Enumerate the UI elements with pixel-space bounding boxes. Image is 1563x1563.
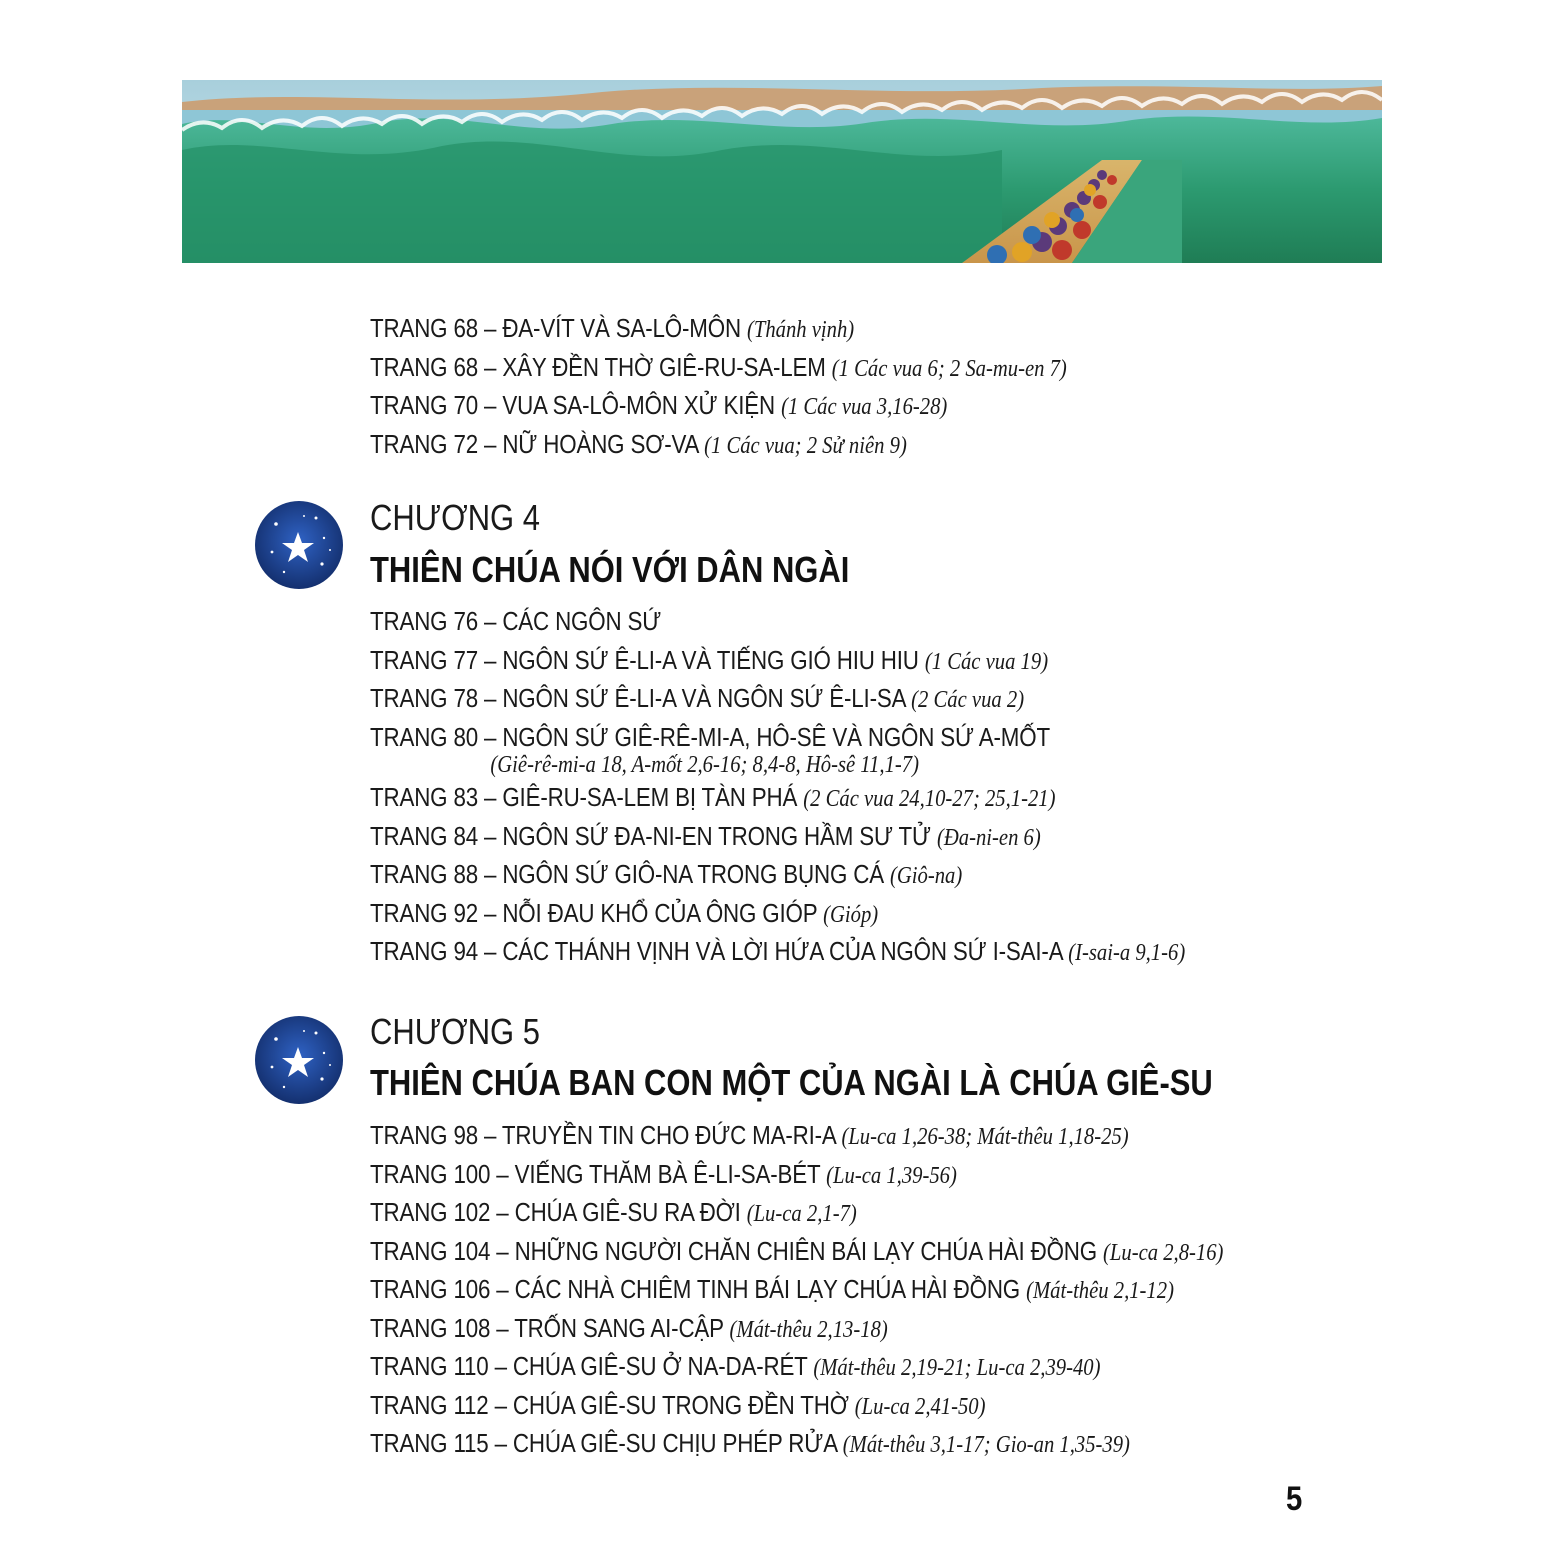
top-section-entries [370, 309, 1370, 463]
toc-entry[interactable]: TRANG 92 – NỖI ĐAU KHỔ CỦA ÔNG GIÓP (Gióp) [370, 897, 879, 928]
toc-entry[interactable]: TRANG 77 – NGÔN SỨ Ê-LI-A VÀ TIẾNG GIÓ HIU HIU (1 Các vua 19) [370, 644, 1049, 675]
red-sea-banner-image [182, 80, 1382, 263]
toc-entry[interactable]: TRANG 83 – GIÊ-RU-SA-LEM BỊ TÀN PHÁ (2 Các vua 24,10-27; 25,1-21) [370, 782, 1056, 812]
toc-entry[interactable]: TRANG 76 – CÁC NGÔN SỨ [370, 606, 662, 636]
toc-entry[interactable]: TRANG 88 – NGÔN SỨ GIÔ-NA TRONG BỤNG CÁ (Giô-na) [370, 859, 963, 889]
toc-entry[interactable]: TRANG 112 – CHÚA GIÊ-SU TRONG ĐỀN THỜ (Lu-ca 2,41-50) [370, 1389, 986, 1420]
chapter-4-label: CHƯƠNG 4 [370, 497, 540, 538]
toc-entry[interactable]: TRANG 84 – NGÔN SỨ ĐA-NI-EN TRONG HẦM SƯ TỬ (Đa-ni-en 6) [370, 820, 1041, 851]
chapter-5-label: CHƯƠNG 5 [370, 1011, 540, 1052]
toc-entry[interactable]: TRANG 98 – TRUYỀN TIN CHO ĐỨC MA-RI-A (Lu-ca 1,26-38; Mát-thêu 1,18-25) [370, 1120, 1129, 1150]
page-number: 5 [1286, 1480, 1303, 1518]
toc-entry[interactable]: TRANG 104 – NHỮNG NGƯỜI CHĂN CHIÊN BÁI LẠY CHÚA HÀI ĐỒNG (Lu-ca 2,8-16) [370, 1235, 1224, 1266]
toc-entry[interactable]: TRANG 108 – TRỐN SANG AI-CẬP (Mát-thêu 2,13-18) [370, 1312, 888, 1343]
toc-entry[interactable]: TRANG 68 – ĐA-VÍT VÀ SA-LÔ-MÔN (Thánh vịnh) [370, 313, 855, 343]
toc-entry[interactable]: TRANG 68 – XÂY ĐỀN THỜ GIÊ-RU-SA-LEM (1 Các vua 6; 2 Sa-mu-en 7) [370, 351, 1067, 382]
toc-entry[interactable]: TRANG 70 – VUA SA-LÔ-MÔN XỬ KIỆN (1 Các vua 3,16-28) [370, 390, 948, 420]
toc-entry[interactable]: TRANG 100 – VIẾNG THĂM BÀ Ê-LI-SA-BÉT (Lu-ca 1,39-56) [370, 1158, 957, 1189]
chapter-5-star-icon [254, 1015, 344, 1105]
chapter-4-star-icon [254, 500, 344, 590]
toc-entry[interactable]: TRANG 106 – CÁC NHÀ CHIÊM TINH BÁI LẠY CHÚA HÀI ĐỒNG (Mát-thêu 2,1-12) [370, 1274, 1174, 1304]
red-sea-illustration-icon [182, 80, 1382, 263]
toc-entry[interactable]: TRANG 110 – CHÚA GIÊ-SU Ở NA-DA-RÉT (Mát-thêu 2,19-21; Lu-ca 2,39-40) [370, 1351, 1101, 1381]
toc-entry[interactable]: TRANG 72 – NỮ HOÀNG SƠ-VA (1 Các vua; 2 Sử niên 9) [370, 428, 907, 459]
toc-entry[interactable]: TRANG 80 – NGÔN SỨ GIÊ-RÊ-MI-A, HÔ-SÊ VÀ NGÔN SỨ A-MỐT (Giê-rê-mi-a 18, A-mốt 2,6-16; 8,4-8, Hô-sê 11,1-7) [370, 721, 1050, 778]
toc-entry[interactable]: TRANG 94 – CÁC THÁNH VỊNH VÀ LỜI HỨA CỦA NGÔN SỨ I-SAI-A (I-sai-a 9,1-6) [370, 936, 1186, 966]
chapter-4-entries [370, 602, 1370, 971]
chapter-5-entries [370, 1116, 1370, 1463]
toc-entry[interactable]: TRANG 115 – CHÚA GIÊ-SU CHỊU PHÉP RỬA (Mát-thêu 3,1-17; Gio-an 1,35-39) [370, 1428, 1130, 1458]
toc-entry[interactable]: TRANG 78 – NGÔN SỨ Ê-LI-A VÀ NGÔN SỨ Ê-LI-SA (2 Các vua 2) [370, 683, 1025, 713]
chapter-5-title: THIÊN CHÚA BAN CON MỘT CỦA NGÀI LÀ CHÚA GIÊ-SU [370, 1062, 1213, 1103]
chapter-4-title: THIÊN CHÚA NÓI VỚI DÂN NGÀI [370, 549, 850, 590]
toc-entry[interactable]: TRANG 102 – CHÚA GIÊ-SU RA ĐỜI (Lu-ca 2,1-7) [370, 1197, 857, 1227]
